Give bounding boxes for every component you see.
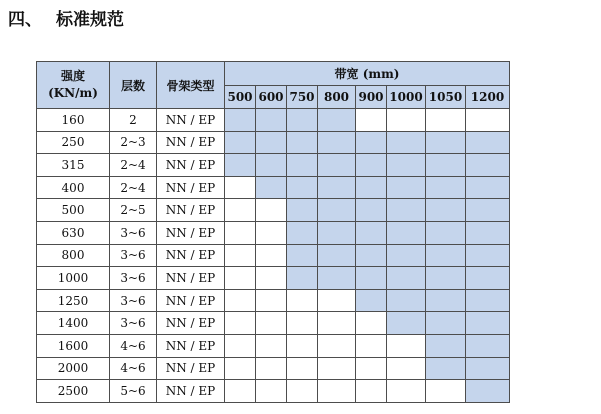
header-strength-label: 强度 <box>60 69 85 83</box>
width-cell-empty <box>287 289 318 312</box>
width-cell-available <box>356 131 387 154</box>
cell-strength: 1250 <box>37 289 110 312</box>
width-cell-empty <box>225 357 256 380</box>
width-cell-available <box>387 267 426 290</box>
width-cell-available <box>256 176 287 199</box>
table-row <box>37 199 510 222</box>
width-cell-available <box>356 221 387 244</box>
header-width-800: 800 <box>318 86 356 109</box>
header-strength <box>37 62 110 109</box>
width-cell-empty <box>356 380 387 403</box>
width-cell-available <box>426 357 466 380</box>
header-width-1000: 1000 <box>387 86 426 109</box>
width-cell-empty <box>426 380 466 403</box>
width-cell-available <box>356 289 387 312</box>
width-cell-available <box>287 154 318 177</box>
width-cell-empty <box>225 380 256 403</box>
width-cell-available <box>225 109 256 132</box>
cell-layers: 5~6 <box>110 380 157 403</box>
cell-frame-type: NN / EP <box>157 109 225 132</box>
table-row <box>37 109 510 132</box>
cell-strength: 500 <box>37 199 110 222</box>
header-width-500: 500 <box>225 86 256 109</box>
header-width-600: 600 <box>256 86 287 109</box>
width-cell-available <box>426 131 466 154</box>
width-cell-empty <box>256 380 287 403</box>
cell-layers: 2~3 <box>110 131 157 154</box>
cell-strength: 800 <box>37 244 110 267</box>
width-cell-available <box>466 289 510 312</box>
width-cell-empty <box>256 199 287 222</box>
cell-strength: 1000 <box>37 267 110 290</box>
width-cell-available <box>256 131 287 154</box>
width-cell-available <box>466 154 510 177</box>
cell-frame-type: NN / EP <box>157 176 225 199</box>
width-cell-empty <box>318 334 356 357</box>
width-cell-empty <box>287 312 318 335</box>
width-cell-available <box>318 221 356 244</box>
cell-layers: 3~6 <box>110 289 157 312</box>
width-cell-empty <box>225 244 256 267</box>
width-cell-empty <box>225 199 256 222</box>
width-cell-empty <box>466 109 510 132</box>
section-number: 四、 <box>8 10 42 30</box>
cell-frame-type: NN / EP <box>157 244 225 267</box>
width-cell-available <box>387 312 426 335</box>
width-cell-empty <box>256 289 287 312</box>
width-cell-available <box>466 176 510 199</box>
cell-layers: 3~6 <box>110 221 157 244</box>
table-row <box>37 267 510 290</box>
width-cell-available <box>318 267 356 290</box>
header-row-top <box>37 62 510 86</box>
cell-layers: 4~6 <box>110 334 157 357</box>
cell-frame-type: NN / EP <box>157 154 225 177</box>
width-cell-available <box>356 154 387 177</box>
width-cell-empty <box>356 312 387 335</box>
width-cell-empty <box>225 221 256 244</box>
table-row <box>37 154 510 177</box>
cell-strength: 400 <box>37 176 110 199</box>
width-cell-empty <box>318 289 356 312</box>
width-cell-empty <box>225 334 256 357</box>
header-frame-type: 骨架类型 <box>157 62 225 109</box>
width-cell-empty <box>287 357 318 380</box>
width-cell-available <box>387 176 426 199</box>
width-cell-empty <box>256 334 287 357</box>
width-cell-available <box>466 312 510 335</box>
width-cell-available <box>387 131 426 154</box>
width-cell-available <box>287 244 318 267</box>
cell-strength: 315 <box>37 154 110 177</box>
width-cell-available <box>256 154 287 177</box>
width-cell-available <box>466 357 510 380</box>
width-cell-available <box>466 221 510 244</box>
section-heading <box>8 5 124 30</box>
section-title: 标准规范 <box>56 10 124 30</box>
width-cell-available <box>466 267 510 290</box>
width-cell-empty <box>225 176 256 199</box>
header-strength-unit: (KN/m) <box>48 86 98 100</box>
header-belt-width: 带宽 (mm) <box>225 62 510 86</box>
header-width-750: 750 <box>287 86 318 109</box>
cell-strength: 1600 <box>37 334 110 357</box>
width-cell-available <box>318 131 356 154</box>
cell-frame-type: NN / EP <box>157 221 225 244</box>
width-cell-empty <box>426 109 466 132</box>
spec-table <box>36 61 510 403</box>
width-cell-available <box>387 289 426 312</box>
width-cell-available <box>356 244 387 267</box>
width-cell-available <box>387 221 426 244</box>
width-cell-available <box>356 176 387 199</box>
cell-layers: 2~4 <box>110 154 157 177</box>
width-cell-empty <box>356 334 387 357</box>
width-cell-available <box>225 154 256 177</box>
width-cell-available <box>426 154 466 177</box>
table-row <box>37 380 510 403</box>
width-cell-available <box>387 199 426 222</box>
width-cell-empty <box>318 380 356 403</box>
width-cell-available <box>356 199 387 222</box>
table-row <box>37 131 510 154</box>
width-cell-available <box>466 244 510 267</box>
cell-layers: 3~6 <box>110 267 157 290</box>
width-cell-empty <box>256 267 287 290</box>
cell-frame-type: NN / EP <box>157 131 225 154</box>
width-cell-available <box>466 199 510 222</box>
width-cell-empty <box>225 289 256 312</box>
width-cell-empty <box>256 221 287 244</box>
cell-strength: 160 <box>37 109 110 132</box>
width-cell-available <box>287 176 318 199</box>
width-cell-available <box>387 154 426 177</box>
table-row <box>37 312 510 335</box>
width-cell-empty <box>225 267 256 290</box>
table-row <box>37 357 510 380</box>
width-cell-available <box>426 176 466 199</box>
header-width-1050: 1050 <box>426 86 466 109</box>
width-cell-available <box>318 199 356 222</box>
cell-layers: 3~6 <box>110 244 157 267</box>
width-cell-available <box>466 380 510 403</box>
table-row <box>37 334 510 357</box>
width-cell-empty <box>387 109 426 132</box>
cell-frame-type: NN / EP <box>157 312 225 335</box>
width-cell-empty <box>318 357 356 380</box>
width-cell-empty <box>287 334 318 357</box>
width-cell-empty <box>318 312 356 335</box>
cell-strength: 2000 <box>37 357 110 380</box>
width-cell-available <box>318 244 356 267</box>
cell-layers: 4~6 <box>110 357 157 380</box>
width-cell-available <box>287 267 318 290</box>
table-row <box>37 221 510 244</box>
cell-layers: 2~5 <box>110 199 157 222</box>
width-cell-available <box>318 109 356 132</box>
cell-frame-type: NN / EP <box>157 199 225 222</box>
width-cell-empty <box>287 380 318 403</box>
width-cell-empty <box>387 380 426 403</box>
width-cell-available <box>426 199 466 222</box>
width-cell-empty <box>387 334 426 357</box>
width-cell-available <box>426 312 466 335</box>
width-cell-empty <box>256 357 287 380</box>
width-cell-available <box>225 131 256 154</box>
width-cell-available <box>426 267 466 290</box>
cell-strength: 1400 <box>37 312 110 335</box>
width-cell-empty <box>387 357 426 380</box>
table-row <box>37 289 510 312</box>
header-width-1200: 1200 <box>466 86 510 109</box>
width-cell-available <box>387 244 426 267</box>
table-row <box>37 244 510 267</box>
width-cell-available <box>287 221 318 244</box>
width-cell-available <box>426 289 466 312</box>
cell-strength: 2500 <box>37 380 110 403</box>
cell-strength: 250 <box>37 131 110 154</box>
cell-frame-type: NN / EP <box>157 357 225 380</box>
width-cell-empty <box>356 357 387 380</box>
width-cell-available <box>287 109 318 132</box>
width-cell-empty <box>256 244 287 267</box>
width-cell-available <box>318 176 356 199</box>
width-cell-available <box>466 131 510 154</box>
width-cell-empty <box>356 109 387 132</box>
width-cell-available <box>426 244 466 267</box>
width-cell-empty <box>225 312 256 335</box>
width-cell-available <box>426 221 466 244</box>
cell-frame-type: NN / EP <box>157 380 225 403</box>
cell-frame-type: NN / EP <box>157 334 225 357</box>
width-cell-available <box>356 267 387 290</box>
cell-layers: 2~4 <box>110 176 157 199</box>
width-cell-empty <box>256 312 287 335</box>
width-cell-available <box>426 334 466 357</box>
cell-strength: 630 <box>37 221 110 244</box>
cell-layers: 2 <box>110 109 157 132</box>
table-row <box>37 176 510 199</box>
header-layers: 层数 <box>110 62 157 109</box>
width-cell-available <box>287 199 318 222</box>
cell-frame-type: NN / EP <box>157 267 225 290</box>
table-body <box>37 109 510 403</box>
width-cell-available <box>466 334 510 357</box>
cell-layers: 3~6 <box>110 312 157 335</box>
cell-frame-type: NN / EP <box>157 289 225 312</box>
width-cell-available <box>287 131 318 154</box>
width-cell-available <box>256 109 287 132</box>
width-cell-available <box>318 154 356 177</box>
header-width-900: 900 <box>356 86 387 109</box>
